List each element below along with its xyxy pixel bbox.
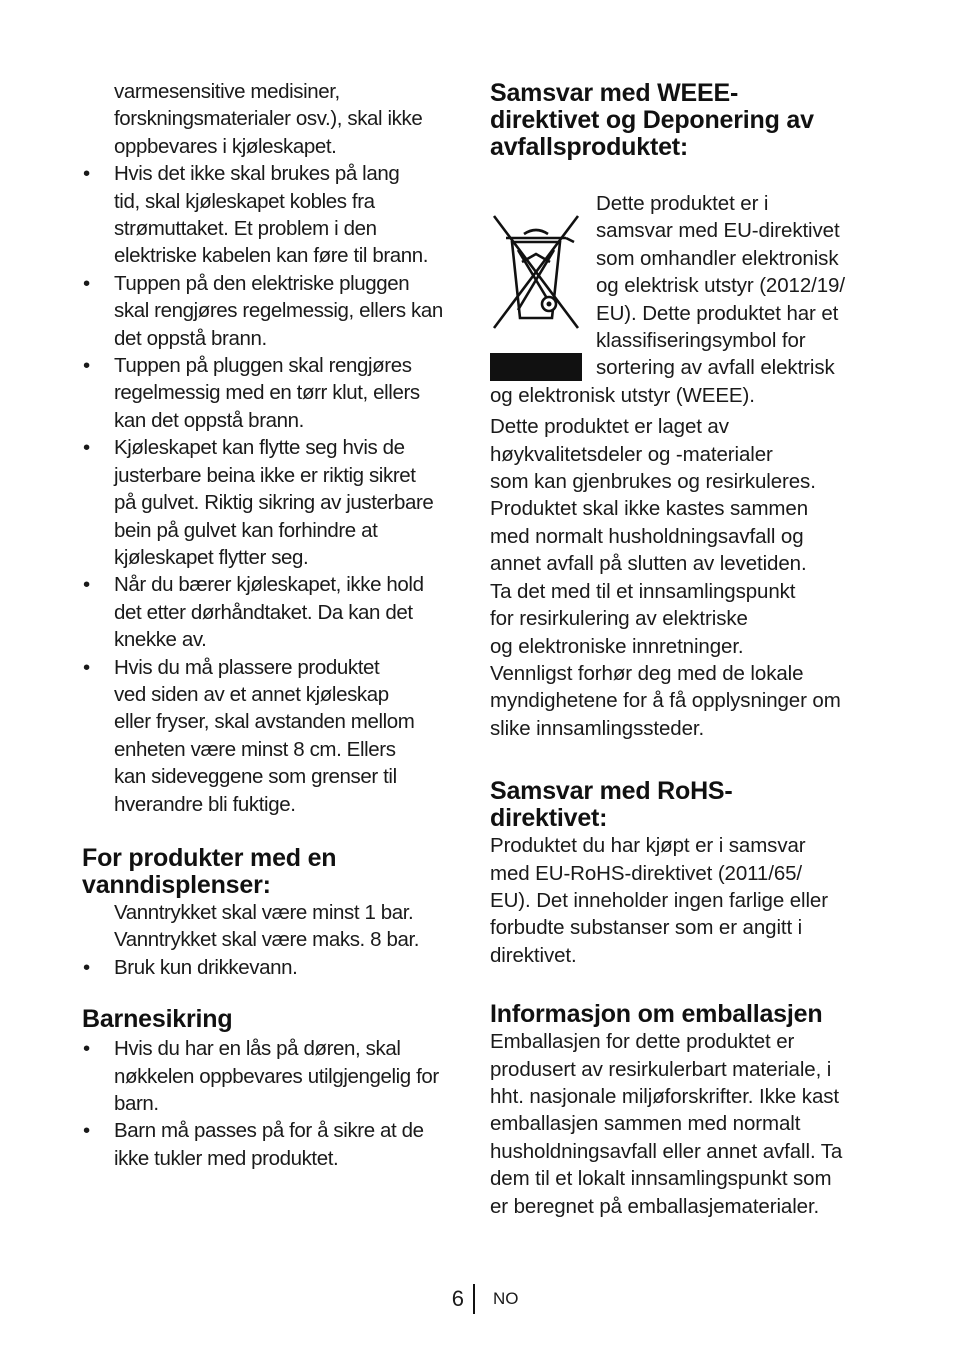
text-line: nøkkelen oppbevares utilgjengelig for bbox=[114, 1064, 439, 1088]
text-line: myndighetene for å få opplysninger om bbox=[490, 689, 841, 713]
list-item bbox=[82, 434, 462, 571]
crossed-bin-icon bbox=[490, 214, 582, 381]
left-column bbox=[82, 78, 462, 1172]
text-line: Vanntrykket skal være maks. 8 bar. bbox=[114, 928, 420, 952]
text-line: klassifiseringsymbol for bbox=[596, 329, 806, 353]
text-line: som omhandler elektronisk bbox=[596, 246, 839, 270]
page-footer bbox=[0, 1284, 954, 1314]
crossed-bin-icon-graphic bbox=[490, 214, 582, 332]
text-line: tid, skal kjøleskapet kobles fra bbox=[114, 189, 375, 213]
child-lock-list bbox=[82, 1035, 462, 1172]
list-item bbox=[82, 270, 462, 352]
text-line: Ta det med til et innsamlingspunkt bbox=[490, 579, 796, 603]
child-lock-heading: Barnesikring bbox=[82, 1005, 233, 1034]
text-line: justerbare beina ikke er riktig sikret bbox=[114, 463, 416, 487]
text-line: elektriske kabelen kan føre til brann. bbox=[114, 244, 429, 268]
heading-line: For produkter med en bbox=[82, 843, 337, 872]
heading-line: vanndisplenser: bbox=[82, 870, 271, 899]
text-line: • Barn må passes på for å sikre at de bbox=[114, 1119, 424, 1143]
text-line: direktivet. bbox=[490, 943, 577, 967]
text-line: • Hvis du må plassere produktet bbox=[114, 655, 380, 679]
heading-line: direktivet og Deponering av bbox=[490, 106, 814, 134]
text-line: • Når du bærer kjøleskapet, ikke hold bbox=[114, 573, 424, 597]
text-line: samsvar med EU-direktivet bbox=[596, 219, 840, 243]
text-line: slike innsamlingssteder. bbox=[490, 716, 705, 740]
text-line: barn. bbox=[114, 1092, 159, 1115]
text-line: er beregnet på emballasjematerialer. bbox=[490, 1194, 820, 1218]
text-line: dem til et lokalt innsamlingspunkt som bbox=[490, 1167, 832, 1191]
text-line: knekke av. bbox=[114, 628, 207, 652]
list-item bbox=[82, 654, 462, 818]
text-line: Produktet skal ikke kastes sammen bbox=[490, 497, 808, 521]
list-item bbox=[82, 352, 462, 434]
list-item: • Bruk kun drikkevann. bbox=[82, 954, 462, 981]
text-line: kjøleskapet flytter seg. bbox=[114, 545, 309, 569]
text-line: Produktet du har kjøpt er i samsvar bbox=[490, 834, 806, 858]
text-line: og elektronisk utstyr (WEEE). bbox=[490, 383, 755, 407]
list-item bbox=[82, 160, 462, 270]
text-line: • Kjøleskapet kan flytte seg hvis de bbox=[114, 436, 405, 460]
text-line: det etter dørhåndtaket. Da kan det bbox=[114, 600, 413, 624]
text-line: • Tuppen på pluggen skal rengjøres bbox=[114, 354, 412, 378]
heading-line: Samsvar med WEEE- bbox=[490, 79, 739, 107]
text-line: • Tuppen på den elektriske pluggen bbox=[114, 271, 410, 295]
text-line: Emballasjen for dette produktet er bbox=[490, 1030, 795, 1054]
text-line: hht. nasjonale miljøforskrifter. Ikke kast bbox=[490, 1084, 839, 1108]
weee-paragraph bbox=[490, 413, 875, 742]
footer-divider bbox=[473, 1284, 475, 1314]
heading-line: Samsvar med RoHS- bbox=[490, 777, 733, 806]
text-line: • Hvis det ikke skal brukes på lang bbox=[114, 162, 400, 186]
text-line: kan sideveggene som grenser til bbox=[114, 765, 397, 789]
rohs-text bbox=[490, 832, 875, 969]
language-code: NO bbox=[493, 1289, 519, 1308]
heading-line: direktivet: bbox=[490, 804, 608, 833]
list-item bbox=[82, 1117, 462, 1172]
text-line: produsert av resirkulerbart materiale, i bbox=[490, 1057, 832, 1081]
heading-line: avfallsproduktet: bbox=[490, 133, 689, 161]
text-line: strømuttaket. Et problem i den bbox=[114, 217, 377, 241]
text-line: bein på gulvet kan forhindre at bbox=[114, 518, 378, 542]
text-line: emballasjen sammen med normalt bbox=[490, 1112, 801, 1136]
text-line: varmesensitive medisiner, bbox=[114, 80, 340, 103]
rohs-heading bbox=[490, 778, 875, 832]
weee-heading bbox=[490, 80, 875, 161]
text-line: forbudte substanser som er angitt i bbox=[490, 916, 803, 940]
text-line: eller fryser, skal avstanden mellom bbox=[114, 710, 415, 734]
text-line: og elektroniske innretninger. bbox=[490, 634, 744, 658]
text-line: • Hvis du har en lås på døren, skal bbox=[114, 1037, 401, 1061]
text-line: kan det oppstå brann. bbox=[114, 408, 304, 432]
text-line: hverandre bli fuktige. bbox=[114, 792, 296, 816]
text-line: EU). Det inneholder ingen farlige eller bbox=[490, 888, 828, 912]
text-line: med EU-RoHS-direktivet (2011/65/ bbox=[490, 861, 803, 885]
text-line: for resirkulering av elektriske bbox=[490, 607, 748, 631]
weee-bar bbox=[490, 353, 582, 381]
safety-list bbox=[82, 160, 462, 818]
text-line: husholdningsavfall eller annet avfall. Ta bbox=[490, 1139, 843, 1163]
text-line: enheten være minst 8 cm. Ellers bbox=[114, 737, 396, 761]
packaging-heading: Informasjon om emballasjen bbox=[490, 1000, 823, 1029]
text-line: forskningsmaterialer osv.), skal ikke bbox=[114, 107, 423, 131]
water-pressure-text bbox=[82, 899, 462, 954]
text-line: Vanntrykket skal være minst 1 bar. bbox=[114, 900, 414, 924]
text-line: med normalt husholdningsavfall og bbox=[490, 524, 804, 548]
text-line: det oppstå brann. bbox=[114, 326, 267, 350]
text-line: ikke tukler med produktet. bbox=[114, 1146, 339, 1170]
text-line: og elektrisk utstyr (2012/19/ bbox=[596, 274, 845, 298]
text-line: som kan gjenbrukes og resirkuleres. bbox=[490, 470, 816, 494]
text-line: sortering av avfall elektrisk bbox=[596, 356, 835, 380]
text-line: oppbevares i kjøleskapet. bbox=[114, 134, 337, 158]
intro-text bbox=[82, 78, 462, 160]
packaging-text bbox=[490, 1028, 875, 1220]
page-number: 6 bbox=[451, 1286, 464, 1311]
weee-intro-text bbox=[596, 190, 875, 382]
text-line: Dette produktet er i bbox=[596, 192, 769, 215]
water-dispenser-heading bbox=[82, 845, 462, 899]
text-line: Dette produktet er laget av bbox=[490, 415, 729, 439]
text-line: Vennligst forhør deg med de lokale bbox=[490, 661, 804, 685]
right-column bbox=[490, 80, 875, 1220]
water-list bbox=[82, 954, 462, 981]
list-item bbox=[82, 571, 462, 653]
text-line: høykvalitetsdeler og -materialer bbox=[490, 442, 773, 466]
list-item bbox=[82, 1035, 462, 1117]
text-line: skal rengjøres regelmessig, ellers kan bbox=[114, 299, 443, 323]
text-line: ved siden av et annet kjøleskap bbox=[114, 682, 389, 706]
weee-block bbox=[490, 190, 875, 409]
text-line: på gulvet. Riktig sikring av justerbare bbox=[114, 491, 434, 515]
text-line: EU). Dette produktet har et bbox=[596, 301, 839, 325]
text-line: annet avfall på slutten av levetiden. bbox=[490, 552, 807, 576]
text-line: regelmessig med en tørr klut, ellers bbox=[114, 381, 420, 405]
